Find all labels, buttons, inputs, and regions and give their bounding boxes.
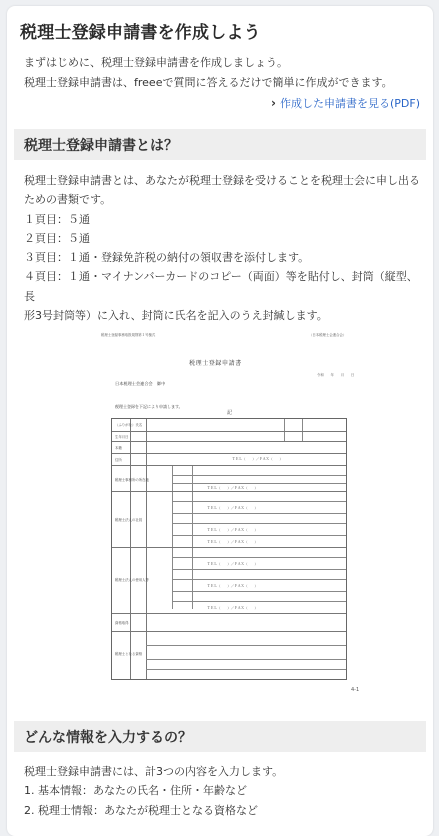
list-item: 2. 税理士情報：あなたが税理士となる資格など [24, 803, 258, 817]
form-tel-label: ＴＥＬ（ ）／ＦＡＸ（ ） [232, 457, 283, 461]
form-row-label: （ふりがな）氏名 [115, 423, 143, 427]
form-row-line [112, 465, 346, 466]
form-row-line [172, 569, 346, 570]
form-row-line [112, 613, 346, 614]
form-row-line [172, 601, 346, 602]
form-tel-label: ＴＥＬ（ ）／ＦＡＸ（ ） [207, 540, 258, 544]
section-what-is-body [24, 171, 422, 325]
main-card [7, 6, 433, 836]
form-row-line [112, 441, 346, 442]
body-line: １頁目：５通 [24, 212, 90, 226]
chevron-right-icon: › [271, 96, 276, 110]
form-row-line [172, 483, 346, 484]
list-item: 1. 基本情報：あなたの氏名・住所・年齢など [24, 784, 247, 798]
form-row-line [172, 513, 346, 514]
form-row-line [172, 475, 346, 476]
form-row-line [112, 453, 346, 454]
form-header-right: （日本税理士会連合会） [309, 333, 347, 337]
intro-text [24, 53, 424, 93]
form-row-line [172, 579, 346, 580]
body-line: 税理士登録申請書には、計3つの内容を入力します。 [24, 765, 284, 778]
section-heading-what-is: 税理士登録申請書とは？ [14, 129, 426, 160]
body-line: ２頁目：５通 [24, 231, 90, 245]
intro-line: 税理士登録申請書は、freeeで質問に答えるだけで簡単に作成ができます。 [24, 76, 393, 89]
form-row-label: 住所 [115, 458, 122, 462]
body-line: ３頁目：１通・登録免許税の納付の領収書を添付します。 [24, 251, 310, 265]
form-row-label: 税理士法人の使用人等 [115, 578, 149, 582]
form-tel-label: ＴＥＬ（ ）／ＦＡＸ（ ） [207, 528, 258, 532]
body-line: ための書類です。 [24, 193, 112, 207]
view-pdf-link[interactable] [271, 95, 420, 111]
body-line: 形3号封筒等）に入れ、封筒に氏名を記入のうえ封緘します。 [24, 309, 328, 323]
form-tel-label: ＴＥＬ（ ）／ＦＡＸ（ ） [207, 606, 258, 610]
form-tel-label: ＴＥＬ（ ）／ＦＡＸ（ ） [207, 486, 258, 490]
form-row-line [112, 631, 346, 632]
form-request-line: 税理士登録を下記により申請します。 [115, 404, 183, 409]
form-tel-label: ＴＥＬ（ ）／ＦＡＸ（ ） [207, 562, 258, 566]
form-divider [146, 419, 147, 679]
form-row-line [112, 491, 346, 492]
form-row-line [146, 669, 346, 670]
form-divider [302, 419, 303, 441]
view-pdf-label: 作成した申請書を見る(PDF) [279, 97, 420, 110]
form-addressee: 日本税理士会連合会 御中 [115, 381, 166, 386]
section-heading-what-info: どんな情報を入力するの？ [14, 721, 426, 752]
form-row-line [172, 523, 346, 524]
form-table [111, 418, 347, 680]
form-divider [284, 419, 285, 441]
form-row-line [172, 591, 346, 592]
registration-form-preview [97, 324, 361, 690]
form-row-line [146, 645, 346, 646]
intro-line: まずはじめに、税理士登録申請書を作成しましょう。 [24, 56, 288, 69]
body-line: ４頁目：１通・マイナンバーカードのコピー（両面）等を貼付し、封筒（縦型、長 [24, 270, 418, 303]
form-tel-label: ＴＥＬ（ ）／ＦＡＸ（ ） [207, 506, 258, 510]
form-row-line [112, 547, 346, 548]
body-line: 税理士登録申請書とは、あなたが税理士登録を受けることを税理士会に申し出る [24, 174, 420, 187]
form-divider [172, 465, 173, 609]
form-divider [130, 419, 131, 679]
form-row-line [112, 431, 346, 432]
form-row-line [146, 659, 346, 660]
page-title: 税理士登録申請書を作成しよう [20, 23, 261, 43]
form-row-line [172, 535, 346, 536]
form-tel-label: ＴＥＬ（ ）／ＦＡＸ（ ） [207, 584, 258, 588]
form-row-label: 税理士法人の社員 [115, 518, 143, 522]
form-ki: 記 [227, 410, 233, 416]
form-row-label: 生年月日 [115, 435, 129, 439]
form-row-line [172, 501, 346, 502]
form-row-label: 税理士となる資格 [115, 652, 143, 656]
section-what-info-body [24, 762, 422, 820]
form-page-number: 4-1 [351, 687, 360, 693]
form-row-label: 本籍 [115, 446, 122, 450]
form-row-label: 税理士事務所の所在地 [115, 478, 149, 482]
form-divider [192, 465, 193, 609]
form-header-left: 税理士登録事務取扱規則第１号様式 [101, 333, 156, 337]
form-title: 税理士登録申請書 [189, 360, 242, 367]
form-row-label: 資格取得 [115, 621, 129, 625]
form-row-line [172, 557, 346, 558]
form-date: 令和 年 月 日 [317, 373, 355, 377]
